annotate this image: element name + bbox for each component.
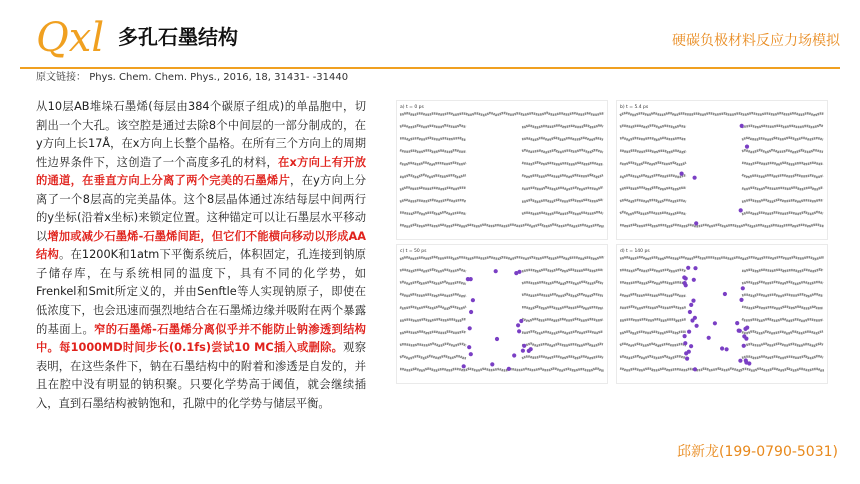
sodium-atom	[692, 278, 696, 282]
graphene-layer	[522, 138, 603, 140]
graphene-layer	[400, 187, 466, 189]
sodium-atom	[744, 358, 748, 362]
sodium-atom	[720, 346, 724, 350]
sodium-atom	[490, 362, 494, 366]
course-title: 硬碳负极材料反应力场模拟	[672, 33, 840, 49]
panel-b-label: b) t = 5.4 ps	[620, 105, 649, 110]
graphene-layer	[742, 187, 823, 189]
slide-title: 多孔石墨结构	[118, 25, 238, 49]
sodium-atom	[529, 347, 533, 351]
graphene-layer	[742, 125, 823, 127]
sodium-atom	[512, 353, 516, 357]
graphene-layer	[620, 368, 824, 370]
contact-info: 邱新龙(199-0790-5031)	[676, 444, 838, 460]
graphene-layer	[400, 356, 466, 359]
graphene-layer	[620, 356, 686, 358]
graphene-layer	[620, 306, 686, 308]
sodium-atom	[517, 329, 521, 333]
sodium-atom	[742, 344, 746, 348]
sodium-atom	[689, 303, 693, 307]
sodium-atom	[739, 208, 743, 212]
graphene-layer	[620, 175, 686, 177]
graphene-layer	[400, 175, 466, 177]
panel-c-label: c) t = 50 ps	[400, 249, 427, 254]
panel-border	[617, 101, 828, 240]
sodium-atom	[738, 359, 742, 363]
graphene-layer	[522, 150, 603, 152]
panel-b	[620, 104, 649, 110]
sodium-atom	[743, 327, 747, 331]
graphene-layer	[522, 212, 603, 214]
graphene-layer	[400, 200, 466, 202]
sodium-atom	[723, 292, 727, 296]
graphene-layer	[620, 269, 686, 271]
graphene-layer	[522, 162, 603, 164]
graphene-layer	[400, 150, 466, 152]
graphene-layer	[620, 151, 686, 153]
md-simulation-figure	[396, 100, 836, 410]
sodium-atom	[691, 299, 695, 303]
graphene-layer	[620, 331, 686, 333]
graphene-layer	[400, 212, 466, 214]
sodium-atom	[693, 176, 697, 180]
sodium-atom	[687, 350, 691, 354]
sodium-atom	[693, 266, 697, 270]
body-text-2: ，在y方向上分离了一个8层高的完美晶体。这个8层晶体通过冻结每层中间两行的y坐标(沿着x坐标)来锁定位置。这种锚定可以让石墨层水平移动以	[36, 174, 366, 243]
sodium-atom	[462, 364, 466, 368]
graphene-layer	[620, 225, 824, 227]
graphene-layer	[522, 294, 603, 296]
body-text-1: 从10层AB堆垛石墨烯(每层由384个碳原子组成)的单晶胞中，切割出一个大孔。该空腔是通过去除8个中间层的一部分制成的，在y方向上长17Å，在x方向上长整个晶格。在所有三个方向上的周期性边界条件下，这创造了一个高度多孔的材料，	[36, 100, 366, 169]
sodium-atom	[469, 277, 473, 281]
body-highlight-3: 窄的石墨烯-石墨烯分离似乎并不能防止钠渗透到结构中。每1000MD时间步长(0.1fs)尝试10 MC插入或删除。	[36, 322, 366, 355]
panel-d	[620, 248, 650, 254]
graphene-layer	[620, 187, 686, 189]
sodium-atom	[522, 344, 526, 348]
body-text-3: 。在1200K和1atm下平衡系统后，体积固定，孔连接到钠原子储存库，在与系统相同的温度下，具有不同的化学势，如Frenkel和Smit所定义的，并由Senftle等人实现钠原子，即使在低浓度下，也会迅速而强烈地结合在石墨烯边缘并吸附在两个暴露的基面上。	[36, 248, 366, 336]
graphene-layer	[620, 294, 686, 296]
sodium-atom	[741, 286, 745, 290]
graphene-layer	[620, 212, 686, 215]
sodium-atom	[742, 334, 746, 338]
panel-d-lattice	[617, 245, 828, 384]
panel-a-label: a) t = 0 ps	[400, 105, 424, 110]
graphene-layer	[742, 200, 823, 202]
panel-c	[400, 248, 427, 254]
panel-c-lattice	[397, 245, 608, 384]
graphene-layer	[400, 369, 604, 371]
sodium-atom	[521, 349, 525, 353]
body-highlight-1: 在x方向上有开放的通道，在垂直方向上分离了两个完美的石墨烯片	[36, 155, 366, 188]
graphene-layer	[400, 307, 466, 309]
graphene-layer	[620, 257, 824, 259]
graphene-layer	[400, 294, 466, 297]
sodium-atom	[747, 361, 751, 365]
sodium-atom	[687, 330, 691, 334]
sodium-atom	[686, 266, 690, 270]
graphene-layer	[742, 344, 823, 346]
source-line	[36, 71, 348, 84]
body-paragraph	[36, 98, 366, 413]
graphene-layer	[620, 162, 686, 164]
graphene-layer	[400, 344, 466, 346]
panel-a-lattice	[397, 101, 608, 240]
graphene-layer	[400, 113, 604, 115]
graphene-layer	[400, 282, 466, 284]
graphene-layer	[742, 150, 823, 152]
sodium-atom	[745, 145, 749, 149]
sodium-atom	[694, 221, 698, 225]
graphene-layer	[522, 356, 603, 358]
graphene-layer	[620, 138, 686, 140]
graphene-layer	[742, 269, 823, 271]
graphene-layer	[400, 125, 466, 127]
sodium-atom	[683, 334, 687, 338]
sodium-atom	[713, 321, 717, 325]
graphene-layer	[400, 224, 604, 226]
graphene-layer	[522, 282, 603, 285]
graphene-layer	[400, 269, 466, 271]
sodium-atom	[689, 344, 693, 348]
graphene-layer	[522, 187, 603, 189]
graphene-layer	[742, 356, 823, 358]
sodium-atom	[707, 336, 711, 340]
sodium-atom	[467, 345, 471, 349]
sodium-atom	[495, 337, 499, 341]
graphene-layer	[522, 269, 603, 271]
panel-b-lattice	[617, 101, 828, 240]
graphene-layer	[400, 319, 466, 321]
sodium-atom	[684, 276, 688, 280]
panel-a	[400, 104, 424, 110]
sodium-atom	[693, 316, 697, 320]
sodium-atom	[688, 310, 692, 314]
graphene-layer	[742, 175, 823, 178]
graphene-layer	[522, 200, 603, 202]
graphene-layer	[742, 294, 823, 296]
graphene-layer	[620, 319, 686, 321]
graphene-layer	[400, 331, 466, 333]
sodium-atom	[738, 329, 742, 333]
graphene-layer	[620, 113, 824, 116]
sodium-atom	[514, 271, 518, 275]
graphene-layer	[620, 200, 686, 202]
sodium-atom	[494, 269, 498, 273]
graphene-layer	[742, 138, 823, 140]
graphene-layer	[522, 319, 603, 321]
source-label: 原文链接：	[36, 72, 86, 83]
graphene-layer	[620, 344, 686, 347]
sodium-atom	[725, 347, 729, 351]
graphene-layer	[400, 138, 466, 140]
graphene-layer	[742, 306, 823, 308]
graphene-layer	[620, 282, 686, 284]
sodium-atom	[507, 367, 511, 371]
body-highlight-2: 增加或减少石墨烯-石墨烯间距，但它们不能横向移动以形成AA结构	[36, 229, 366, 262]
panel-d-label: d) t = 140 ps	[620, 249, 650, 254]
sodium-atom	[683, 281, 687, 285]
graphene-layer	[400, 163, 466, 165]
panel-border	[617, 245, 828, 384]
graphene-layer	[620, 125, 686, 127]
source-citation: Phys. Chem. Chem. Phys., 2016, 18, 31431- -31440	[89, 72, 349, 83]
sodium-atom	[735, 321, 739, 325]
sodium-atom	[471, 298, 475, 302]
panel-border	[397, 245, 608, 384]
sodium-atom	[683, 341, 687, 345]
sodium-atom	[685, 357, 689, 361]
sodium-atom	[693, 367, 697, 371]
body-text-4: 观察表明，在这些条件下，钠在石墨结构中的附着和渗透是自发的，并且在腔中没有明显的钠积聚。只要化学势高于阈值，就会继续插入，直到石墨结构被钠饱和，孔隙中的化学势与储层平衡。	[36, 341, 366, 410]
panel-border	[397, 101, 608, 240]
sodium-atom	[516, 323, 520, 327]
sodium-atom	[469, 310, 473, 314]
graphene-layer	[742, 282, 823, 284]
sodium-atom	[739, 298, 743, 302]
graphene-layer	[400, 257, 604, 259]
brand-logo: Qxl	[36, 15, 105, 61]
sodium-atom	[740, 124, 744, 128]
graphene-layer	[742, 163, 823, 165]
graphene-layer	[522, 175, 603, 178]
sodium-atom	[468, 326, 472, 330]
sodium-atom	[695, 324, 699, 328]
graphene-layer	[522, 125, 603, 128]
graphene-layer	[742, 212, 823, 214]
graphene-layer	[522, 331, 603, 333]
header-divider	[20, 67, 840, 69]
graphene-layer	[742, 319, 823, 321]
graphene-layer	[522, 306, 603, 308]
sodium-atom	[680, 172, 684, 176]
graphene-layer	[742, 331, 823, 333]
sodium-atom	[469, 352, 473, 356]
graphene-layer	[522, 344, 603, 347]
sodium-atom	[519, 319, 523, 323]
